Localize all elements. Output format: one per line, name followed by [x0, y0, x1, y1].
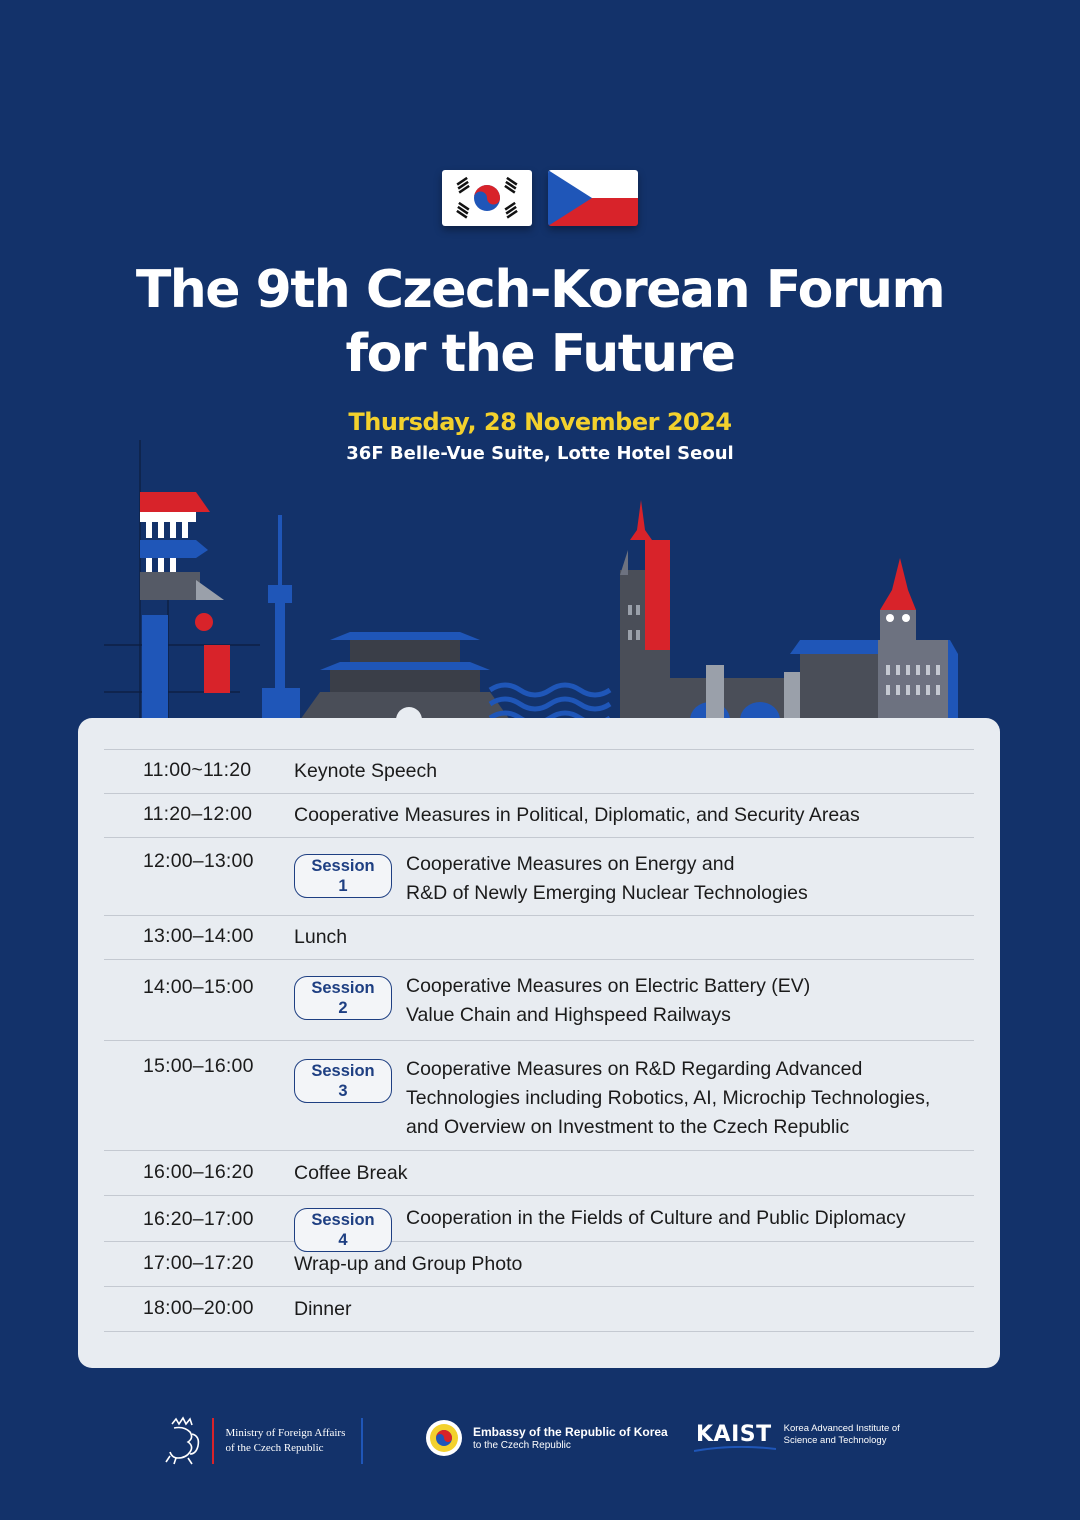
kaist-name-line1: Korea Advanced Institute of [783, 1422, 900, 1434]
embassy-name-line1: Embassy of the Republic of Korea [473, 1424, 668, 1439]
schedule-time: 16:20–17:00 [143, 1208, 254, 1230]
schedule-time: 15:00–16:00 [143, 1055, 254, 1077]
event-venue: 36F Belle-Vue Suite, Lotte Hotel Seoul [346, 443, 734, 464]
charles-bridge-icon [670, 665, 802, 720]
schedule-title-line: Cooperation in the Fields of Culture and Public Diplomacy [406, 1207, 906, 1229]
schedule-content [294, 1297, 974, 1321]
schedule-title-line: Cooperative Measures on Energy and [406, 853, 735, 875]
forum-title [0, 258, 1080, 386]
schedule-title: Keynote Speech [294, 760, 438, 782]
schedule-row [104, 1151, 974, 1196]
schedule-row [104, 1041, 974, 1151]
schedule-row [104, 1196, 974, 1249]
schedule-time: 11:00~11:20 [143, 759, 252, 781]
schedule-content [294, 972, 974, 1030]
title-line-2: for the Future [345, 324, 735, 384]
flags-row [0, 170, 1080, 226]
schedule-row [104, 794, 974, 838]
schedule-row [104, 838, 974, 916]
schedule-title: Coffee Break [294, 1162, 408, 1184]
schedule-title: Cooperative Measures in Political, Diplomatic, and Security Areas [294, 804, 860, 826]
schedule-content [294, 1204, 974, 1252]
schedule-title-line: R&D of Newly Emerging Nuclear Technologies [406, 882, 808, 904]
kaist-wordmark: KAIST [696, 1422, 772, 1447]
schedule-content [294, 850, 974, 908]
schedule-content [294, 1252, 974, 1276]
schedule-title: Wrap-up and Group Photo [294, 1253, 523, 1275]
schedule-title-line: Cooperative Measures on R&D Regarding Advanced [406, 1058, 863, 1080]
schedule-time: 11:20–12:00 [143, 803, 253, 825]
schedule-title: Lunch [294, 926, 348, 948]
palace-gate-icon [300, 632, 510, 720]
session-badge: Session 4 [294, 1208, 392, 1252]
mfa-name-line1: Ministry of Foreign Affairs [225, 1427, 346, 1439]
schedule-time: 16:00–16:20 [143, 1161, 254, 1183]
schedule-title-line: and Overview on Investment to the Czech Republic [406, 1116, 850, 1138]
czech-flag-icon [548, 170, 638, 226]
session-badge: Session 3 [294, 1059, 392, 1103]
schedule-content [294, 1161, 974, 1185]
mfa-logo [162, 1416, 363, 1466]
schedule-time: 17:00–17:20 [143, 1252, 254, 1274]
kaist-logo [696, 1422, 900, 1447]
kaist-name-line2: Science and Technology [783, 1434, 887, 1446]
schedule-time: 12:00–13:00 [143, 850, 254, 872]
korea-flag-icon [442, 170, 532, 226]
schedule-title-line: Technologies including Robotics, AI, Microchip Technologies, [406, 1087, 931, 1109]
schedule-title-line: Value Chain and Highspeed Railways [406, 1004, 731, 1026]
title-line-1: The 9th Czech-Korean Forum [135, 260, 945, 320]
embassy-logo [424, 1418, 668, 1458]
mfa-name-line2: of the Czech Republic [225, 1442, 324, 1454]
seoul-tower-icon [262, 515, 300, 720]
schedule-row [104, 916, 974, 960]
schedule-content [294, 803, 974, 827]
czech-lion-icon [162, 1416, 204, 1466]
schedule-time: 18:00–20:00 [143, 1297, 254, 1319]
kaist-swoosh-icon [694, 1446, 776, 1452]
session-badge: Session 1 [294, 854, 392, 898]
prague-bridge-tower-icon [620, 500, 670, 720]
event-date: Thursday, 28 November 2024 [348, 408, 732, 436]
schedule-content [294, 759, 974, 783]
old-town-hall-icon [790, 558, 958, 720]
schedule-content [294, 1055, 974, 1142]
schedule-time: 14:00–15:00 [143, 976, 254, 998]
pagoda-icon [140, 492, 230, 720]
schedule-table [104, 749, 974, 1332]
session-badge: Session 2 [294, 976, 392, 1020]
schedule-title: Dinner [294, 1298, 352, 1320]
schedule-time: 13:00–14:00 [143, 925, 254, 947]
footer-logos [0, 1408, 1080, 1478]
skyline-illustration [0, 440, 1080, 720]
embassy-name-line2: to the Czech Republic [473, 1439, 571, 1451]
schedule-row [104, 960, 974, 1041]
schedule-row [104, 1287, 974, 1332]
schedule-title-line: Cooperative Measures on Electric Battery (EV) [406, 975, 811, 997]
schedule-content [294, 925, 974, 949]
korea-emblem-icon [424, 1418, 464, 1458]
schedule-row [104, 750, 974, 794]
schedule-card [78, 718, 1000, 1368]
